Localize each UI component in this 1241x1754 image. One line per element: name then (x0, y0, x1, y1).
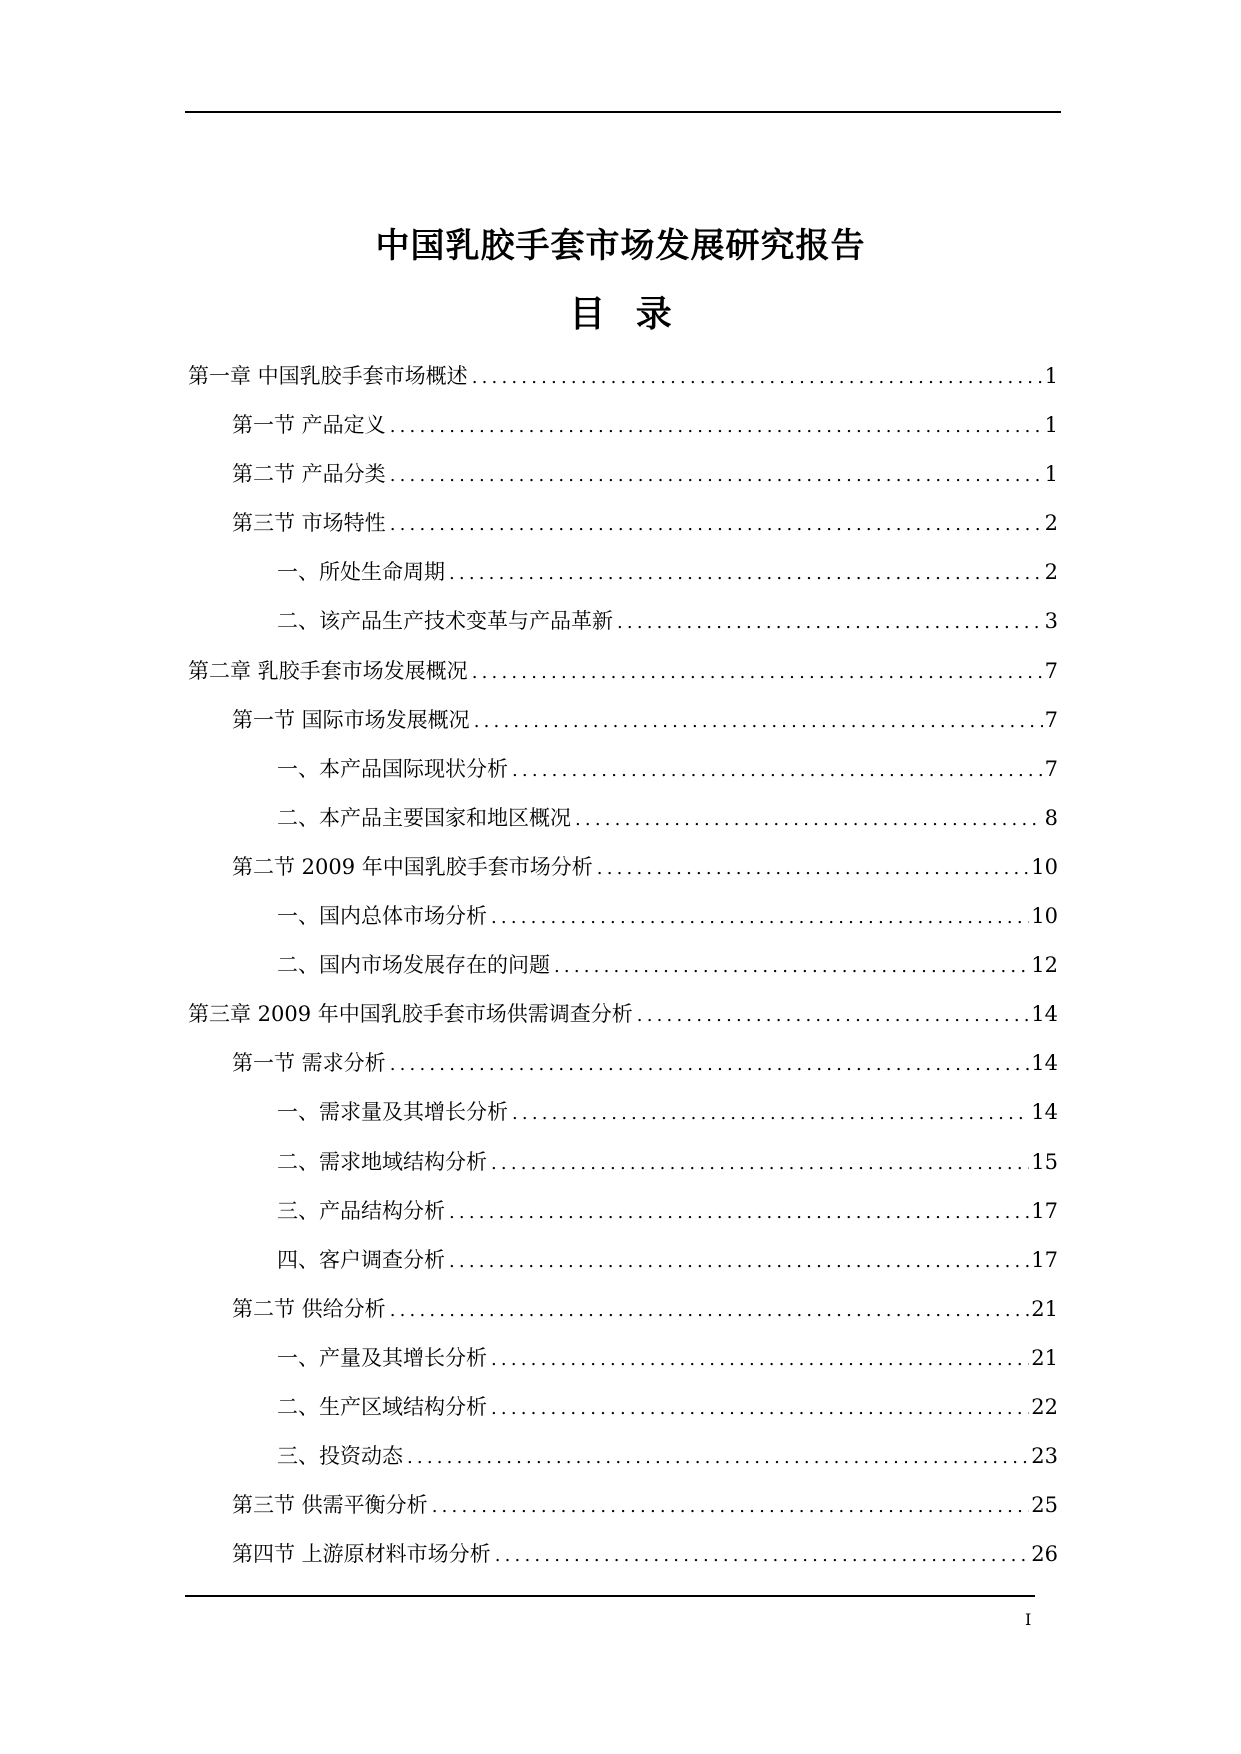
toc-entry[interactable] (188, 794, 1058, 843)
toc-entry-title: 一、产量及其增长分析 (277, 1345, 487, 1370)
dot-leader (472, 648, 1043, 697)
dot-leader (491, 1384, 1029, 1433)
dot-leader (449, 1188, 1029, 1237)
dot-leader (575, 795, 1043, 844)
toc-entry-title: 二、需求地域结构分析 (277, 1149, 487, 1174)
toc-entry-page: 23 (1031, 1444, 1058, 1469)
toc-entry[interactable] (188, 499, 1058, 548)
toc-entry[interactable] (188, 1334, 1058, 1383)
toc-entry[interactable] (188, 450, 1058, 499)
toc-heading: 目 录 (569, 294, 672, 335)
toc-entry[interactable] (188, 1187, 1058, 1236)
toc-entry-page: 21 (1031, 1345, 1058, 1370)
toc-entry[interactable] (188, 745, 1058, 794)
toc-entry-page: 22 (1031, 1394, 1058, 1419)
dot-leader (390, 1286, 1030, 1335)
dot-leader (495, 1531, 1030, 1580)
toc-entry-title: 第三章 2009 年中国乳胶手套市场供需调查分析 (188, 1002, 633, 1027)
toc-entry-page: 12 (1031, 953, 1058, 978)
toc-entry-title: 二、该产品生产技术变革与产品革新 (277, 609, 613, 634)
toc-entry-page: 3 (1044, 609, 1058, 634)
dot-leader (449, 1237, 1029, 1286)
toc-entry[interactable] (188, 1383, 1058, 1432)
toc-entry[interactable] (188, 597, 1058, 646)
toc-entry-title: 第一章 中国乳胶手套市场概述 (188, 364, 468, 388)
toc-entry-page: 1 (1044, 462, 1058, 487)
dot-leader (472, 353, 1043, 402)
toc-entry-page: 2 (1044, 511, 1058, 536)
toc-entry-title: 第二节 2009 年中国乳胶手套市场分析 (232, 854, 593, 879)
footer-rule (185, 1595, 1035, 1597)
toc-entry-page: 21 (1031, 1296, 1058, 1321)
toc-entry[interactable] (188, 990, 1058, 1039)
toc-entry-page: 17 (1031, 1198, 1058, 1223)
dot-leader (474, 697, 1043, 746)
dot-leader (449, 549, 1043, 598)
dot-leader (432, 1482, 1030, 1531)
header-rule (185, 111, 1061, 113)
toc-entry-title: 第一节 国际市场发展概况 (232, 707, 470, 732)
toc-entry[interactable] (188, 1432, 1058, 1481)
toc-entry-page: 7 (1044, 756, 1058, 781)
toc-entry-title: 第二节 供给分析 (232, 1296, 386, 1321)
toc-entry-title: 第一节 需求分析 (232, 1051, 386, 1076)
dot-leader (491, 1335, 1029, 1384)
dot-leader (491, 893, 1029, 942)
toc-entry-title: 一、本产品国际现状分析 (277, 756, 508, 781)
toc-entry-title: 第三节 供需平衡分析 (232, 1493, 428, 1518)
toc-entry-page: 25 (1031, 1493, 1058, 1518)
dot-leader (512, 1089, 1029, 1138)
toc-entry-page: 26 (1031, 1542, 1058, 1567)
toc-entry-title: 四、客户调查分析 (277, 1247, 445, 1272)
toc-entry-title: 二、国内市场发展存在的问题 (277, 953, 550, 978)
toc-entry-title: 三、投资动态 (277, 1444, 403, 1469)
toc-entry-title: 第一节 产品定义 (232, 413, 386, 438)
dot-leader (491, 1139, 1029, 1188)
dot-leader (407, 1433, 1029, 1482)
toc-entry[interactable] (188, 647, 1058, 696)
toc-entry-title: 一、所处生命周期 (277, 560, 445, 585)
toc-entry[interactable] (188, 548, 1058, 597)
toc-entry[interactable] (188, 1039, 1058, 1088)
toc-entry[interactable] (188, 1088, 1058, 1137)
page-number: I (1025, 1610, 1032, 1629)
toc-entry[interactable] (188, 1236, 1058, 1285)
toc-entry[interactable] (188, 1138, 1058, 1187)
toc-entry-page: 14 (1031, 1002, 1058, 1027)
toc-entry[interactable] (188, 941, 1058, 990)
toc-entry-title: 三、产品结构分析 (277, 1198, 445, 1223)
dot-leader (390, 402, 1043, 451)
toc-entry-title: 第四节 上游原材料市场分析 (232, 1542, 491, 1567)
toc-entry[interactable] (188, 352, 1058, 401)
toc-entry-page: 17 (1031, 1247, 1058, 1272)
toc-entry-title: 第二章 乳胶手套市场发展概况 (188, 658, 468, 683)
table-of-contents (188, 352, 1058, 1579)
toc-entry-title: 第三节 市场特性 (232, 511, 386, 536)
toc-entry[interactable] (188, 892, 1058, 941)
toc-entry[interactable] (188, 696, 1058, 745)
dot-leader (554, 942, 1029, 991)
toc-entry[interactable] (188, 401, 1058, 450)
dot-leader (390, 1040, 1030, 1089)
toc-entry-page: 15 (1031, 1149, 1058, 1174)
dot-leader (390, 500, 1043, 549)
report-title: 中国乳胶手套市场发展研究报告 (375, 226, 866, 266)
toc-entry[interactable] (188, 1285, 1058, 1334)
toc-entry-title: 二、本产品主要国家和地区概况 (277, 805, 571, 830)
toc-entry-page: 10 (1031, 904, 1058, 929)
toc-entry[interactable] (188, 1481, 1058, 1530)
toc-entry-page: 1 (1044, 364, 1058, 388)
toc-entry-page: 2 (1044, 560, 1058, 585)
dot-leader (637, 991, 1029, 1040)
toc-entry-page: 14 (1031, 1051, 1058, 1076)
toc-entry-title: 二、生产区域结构分析 (277, 1394, 487, 1419)
toc-entry-page: 8 (1044, 805, 1058, 830)
toc-entry-page: 14 (1031, 1100, 1058, 1125)
dot-leader (597, 844, 1029, 893)
toc-entry-page: 1 (1044, 413, 1058, 438)
toc-entry-page: 10 (1031, 854, 1058, 879)
toc-entry-title: 一、国内总体市场分析 (277, 904, 487, 929)
toc-entry-title: 第二节 产品分类 (232, 462, 386, 487)
toc-entry-page: 7 (1044, 707, 1058, 732)
toc-entry[interactable] (188, 843, 1058, 892)
toc-entry-title: 一、需求量及其增长分析 (277, 1100, 508, 1125)
dot-leader (617, 598, 1043, 647)
toc-entry-page: 7 (1044, 658, 1058, 683)
toc-entry[interactable] (188, 1530, 1058, 1579)
dot-leader (390, 451, 1043, 500)
dot-leader (512, 746, 1043, 795)
